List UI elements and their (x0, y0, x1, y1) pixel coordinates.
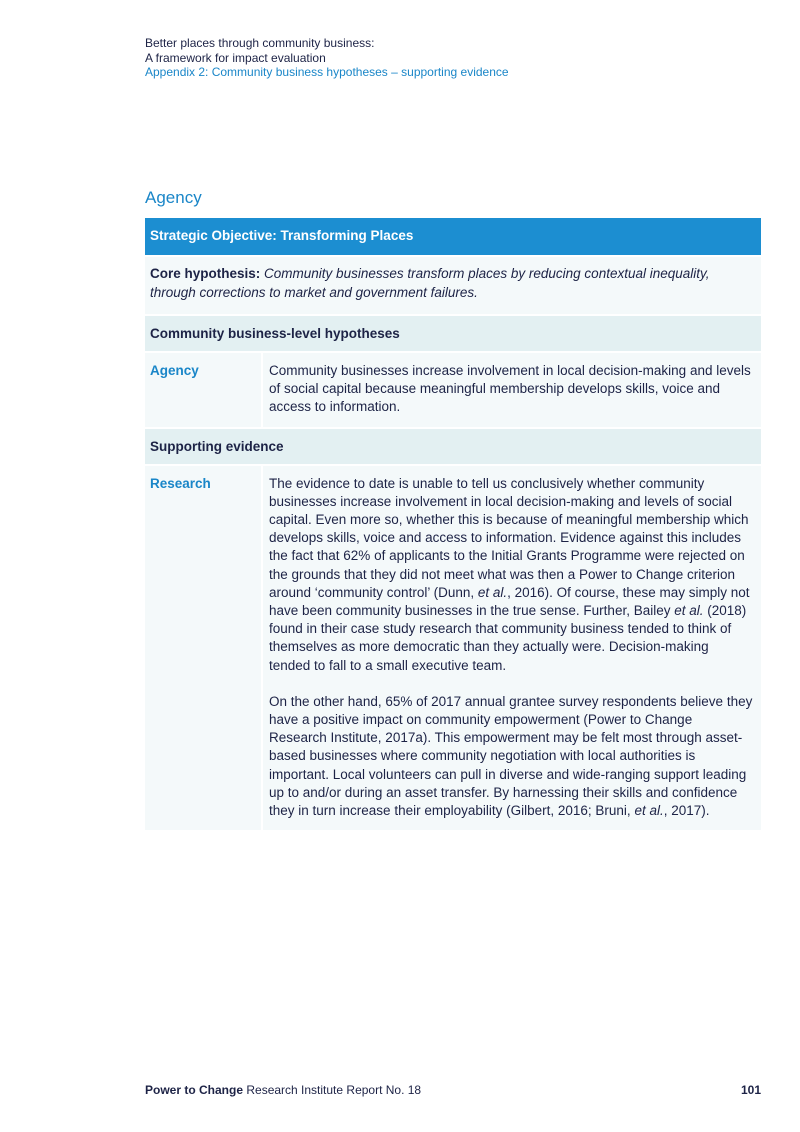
research-label: Research (150, 475, 211, 491)
research-p1-text-c: (2018) found in their case study research that community business tended to think of themselves as more democratic than they actually were. Decision-making tended to fall to a small executive team. (269, 603, 747, 673)
core-hypothesis-row (145, 255, 761, 314)
agency-label: Agency (150, 363, 199, 378)
core-hypothesis-text: Community businesses transform places by reducing contextual inequality, through corrections to market and government failures. (150, 266, 710, 300)
research-p2-etal: et al. (634, 803, 664, 819)
page-footer (145, 1083, 761, 1097)
agency-text-cell (261, 353, 761, 427)
agency-row (145, 351, 761, 427)
core-hypothesis-label: Core hypothesis: (150, 266, 261, 281)
research-p2-text-a: On the other hand, 65% of 2017 annual grantee survey respondents believe they have a positive impact on community empowerment (Power to Change Research Institute, 2017a). This empowerment may be felt most through asset-based businesses where community negotiation with local authorities is important. Local volunteers can pull in diverse and wide-ranging support leading up to and/or during an asset transfer. By harnessing their skills and confidence they in turn increase their employability (Gilbert, 2016; Bruni, (269, 693, 753, 819)
footer-report-name: Research Institute Report No. 18 (243, 1083, 422, 1097)
research-paragraph-2 (269, 693, 753, 820)
research-p1-text-b: , 2016). Of course, these may simply not have been community businesses in the true sense. Further, Bailey (269, 584, 750, 619)
strategic-objective-banner: Strategic Objective: Transforming Places (145, 218, 761, 255)
research-p1-etal-b: et al. (674, 603, 704, 619)
research-p2-text-b: , 2017). (663, 803, 710, 819)
header-title-line2: A framework for impact evaluation (145, 50, 326, 65)
header-appendix-line: Appendix 2: Community business hypotheses – supporting evidence (145, 65, 509, 79)
agency-text: Community businesses increase involvement in local decision-making and levels of social capital because meaningful membership develops skills, voice and access to information. (269, 363, 751, 415)
research-p1-etal-a: et al. (477, 584, 508, 600)
research-row (145, 464, 761, 831)
hypothesis-table (145, 218, 761, 830)
section-title: Agency (145, 188, 202, 207)
footer-report-title (145, 1083, 421, 1097)
footer-brand: Power to Change (145, 1083, 244, 1097)
research-p1-text-a: The evidence to date is unable to tell us conclusively whether community businesses increase involvement in local decision-making and levels of social capital. Even more so, whether this is because of meaningful membership which develops skills, voice and access to information. Evidence against this includes the fact that 62% of applicants to the Initial Grants Programme were rejected on the grounds that they did not meet what was then a Power to Change criterion around ‘community control’ (Dunn, (269, 475, 749, 600)
header-title-line1: Better places through community business: (145, 36, 375, 50)
hypotheses-heading: Community business-level hypotheses (145, 314, 761, 351)
page-number: 101 (740, 1083, 761, 1097)
research-text-cell (261, 466, 761, 831)
running-header (145, 36, 509, 80)
research-paragraph-1 (269, 475, 753, 675)
supporting-evidence-heading: Supporting evidence (145, 427, 761, 464)
